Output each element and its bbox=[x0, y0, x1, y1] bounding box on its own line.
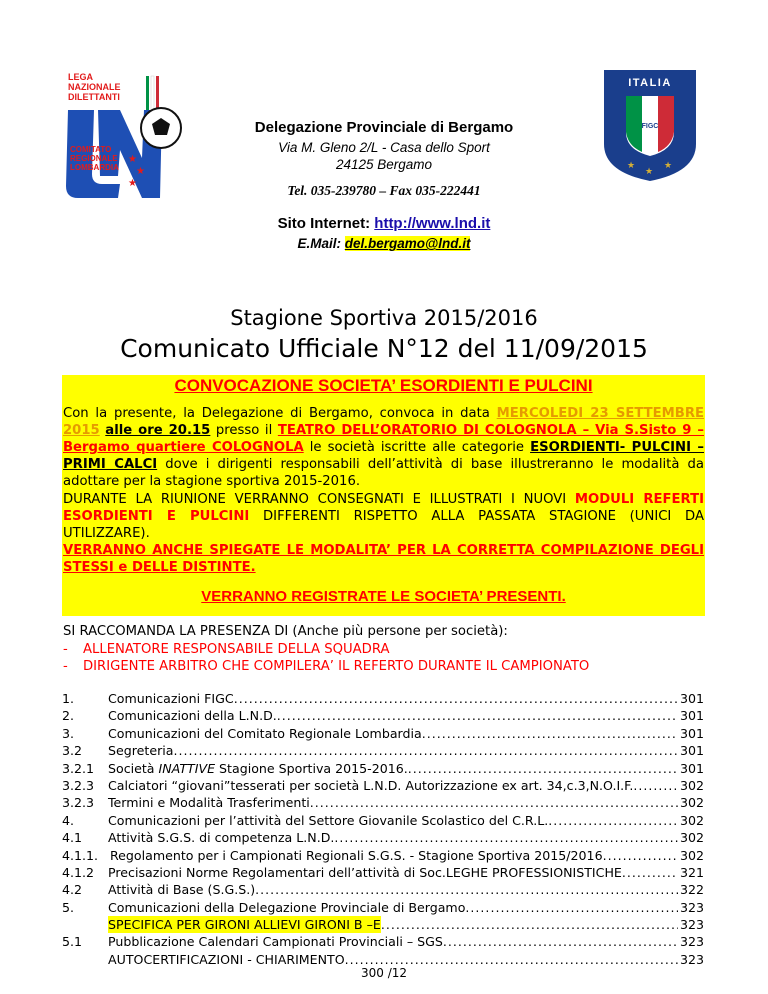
toc-num: 3.2 bbox=[62, 743, 83, 759]
site-label: Sito Internet: bbox=[277, 215, 375, 232]
table-of-contents bbox=[62, 690, 704, 968]
p1-categories: ESORDIENTI- PULCINI – PRIMI CALCI bbox=[63, 440, 705, 472]
toc-page: 321 bbox=[679, 864, 704, 880]
email-link[interactable]: del.bergamo@lnd.it bbox=[344, 236, 471, 251]
toc-num: 3.2.1 bbox=[62, 760, 95, 776]
notice-paragraph-1 bbox=[63, 405, 704, 490]
toc-num: 4.1.1. bbox=[62, 847, 99, 863]
toc-num: 3.2.3 bbox=[62, 795, 95, 811]
toc-text: AUTOCERTIFICAZIONI - CHIARIMENTO bbox=[108, 951, 345, 967]
toc-text: Regolamento per i Campionati Regionali S.G.S. - Stagione Sportiva 2015/2016 bbox=[110, 847, 603, 863]
toc-num: 4. bbox=[62, 812, 75, 828]
phone-fax: Tel. 035-239780 – Fax 035-222441 bbox=[287, 183, 481, 198]
svg-text:★: ★ bbox=[645, 167, 654, 177]
figc-logo-text: FIGC bbox=[641, 123, 659, 130]
toc-row[interactable] bbox=[62, 707, 704, 724]
toc-num: 3.2.3 bbox=[62, 777, 95, 793]
toc-row[interactable] bbox=[62, 794, 704, 811]
notice-paragraph-2 bbox=[63, 491, 704, 576]
comunicato-title: Comunicato Ufficiale N°12 del 11/09/2015 bbox=[120, 334, 648, 363]
toc-text: Comunicazioni della L.N.D. bbox=[108, 708, 277, 724]
registration-notice: VERRANNO REGISTRATE LE SOCIETA’ PRESENTI. bbox=[201, 588, 566, 605]
toc-row[interactable] bbox=[62, 725, 704, 742]
toc-text: SPECIFICA PER GIRONI ALLIEVI GIRONI B –E bbox=[108, 917, 381, 933]
notice-heading: CONVOCAZIONE SOCIETA’ ESORDIENTI E PULCINI bbox=[174, 376, 593, 395]
toc-text: Attività S.G.S. di competenza L.N.D. bbox=[108, 830, 335, 846]
toc-text: Segreteria bbox=[108, 743, 174, 759]
toc-row[interactable] bbox=[62, 829, 704, 846]
season-title bbox=[60, 306, 708, 330]
svg-text:★: ★ bbox=[128, 154, 137, 165]
toc-num: 4.2 bbox=[62, 882, 83, 898]
toc-page: 302 bbox=[679, 795, 704, 811]
toc-page: 301 bbox=[679, 725, 704, 741]
org-name: Delegazione Provinciale di Bergamo bbox=[254, 119, 514, 136]
p1-time: alle ore 20.15 bbox=[105, 423, 211, 438]
toc-page: 302 bbox=[679, 830, 704, 846]
toc-row[interactable] bbox=[62, 690, 704, 707]
lnd-logo-text-1: LEGA bbox=[68, 72, 94, 82]
toc-num: 5.1 bbox=[62, 934, 83, 950]
p1-text-e: dove i dirigenti responsabili dell’attività di base illustreranno le modalità da adottare per la stagione sportiva 2015-2016. bbox=[63, 457, 704, 489]
figc-logo-title: ITALIA bbox=[628, 77, 672, 89]
p1-text-d: le società iscritte alle categorie bbox=[303, 440, 531, 455]
toc-text: Pubblicazione Calendari Campionati Provinciali – SGS bbox=[108, 934, 443, 950]
page-number: 300 /12 bbox=[360, 966, 408, 980]
toc-row[interactable] bbox=[62, 933, 704, 950]
toc-text: Comunicazioni del Comitato Regionale Lombardia bbox=[108, 725, 422, 741]
toc-row[interactable] bbox=[62, 760, 704, 777]
svg-text:★: ★ bbox=[136, 166, 145, 177]
toc-page: 301 bbox=[679, 708, 704, 724]
toc-text: Attività di Base (S.G.S.) bbox=[108, 882, 256, 898]
lnd-logo-text-7: LOMBARDIA bbox=[70, 163, 119, 172]
toc-num: 3. bbox=[62, 725, 75, 741]
toc-num bbox=[62, 916, 108, 933]
lnd-logo-text-3: DILETTANTI bbox=[68, 92, 120, 102]
toc-page: 323 bbox=[679, 951, 704, 967]
toc-num: 5. bbox=[62, 899, 75, 915]
toc-row[interactable] bbox=[62, 881, 704, 898]
toc-row[interactable] bbox=[62, 847, 704, 864]
p2-modalita: VERRANNO ANCHE SPIEGATE LE MODALITA’ PER LA CORRETTA COMPILAZIONE DEGLI STESSI e DELLE DISTINTE. bbox=[63, 543, 704, 575]
toc-page: 301 bbox=[679, 691, 704, 706]
toc-row[interactable] bbox=[62, 777, 704, 794]
toc-page: 302 bbox=[679, 777, 704, 793]
p2-text-a: DURANTE LA RIUNIONE VERRANNO CONSEGNATI E ILLUSTRATI I NUOVI bbox=[63, 492, 575, 507]
toc-page: 322 bbox=[679, 882, 704, 898]
toc-page: 323 bbox=[679, 934, 704, 950]
toc-row[interactable] bbox=[62, 742, 704, 759]
p1-text-c: presso il bbox=[210, 423, 278, 438]
toc-page: 301 bbox=[679, 760, 704, 776]
toc-row[interactable] bbox=[62, 812, 704, 829]
site-link[interactable]: http://www.lnd.it bbox=[374, 215, 491, 232]
email-line bbox=[200, 236, 568, 251]
toc-page: 323 bbox=[679, 917, 704, 933]
toc-num: 4.1.2 bbox=[62, 864, 95, 880]
toc-text: Calciatori “giovani”tesserati per società L.N.D. Autorizzazione ex art. 34,c.3,N.O.I.F. bbox=[108, 777, 634, 793]
toc-text: Comunicazioni della Delegazione Provinciale di Bergamo bbox=[108, 899, 466, 915]
p1-text-a: Con la presente, la Delegazione di Bergamo, convoca in data bbox=[63, 406, 497, 421]
toc-num: 1. bbox=[62, 691, 75, 706]
svg-text:★: ★ bbox=[664, 161, 673, 171]
toc-text: Società INATTIVE Stagione Sportiva 2015-2016. bbox=[108, 760, 408, 776]
list-item: - ALLENATORE RESPONSABILE DELLA SQUADRA bbox=[63, 642, 390, 657]
toc-text: Termini e Modalità Trasferimenti bbox=[108, 795, 310, 811]
figc-logo bbox=[600, 68, 700, 183]
toc-row[interactable] bbox=[62, 916, 704, 933]
p2-text-b: DIFFERENTI RISPETTO ALLA PASSATA STAGIONE (UNICI DA UTILIZZARE). bbox=[63, 509, 704, 541]
address-line-2: 24125 Bergamo bbox=[335, 157, 433, 172]
toc-text: Precisazioni Norme Regolamentari dell’attività di Soc.LEGHE PROFESSIONISTICHE bbox=[108, 864, 622, 880]
p1-place: TEATRO DELL’ORATORIO DI COLOGNOLA – Via S.Sisto 9 – Bergamo quartiere COLOGNOLA bbox=[63, 423, 704, 455]
lnd-logo-text-5: COMITATO bbox=[70, 145, 112, 154]
list-item: - DIRIGENTE ARBITRO CHE COMPILERA’ IL REFERTO DURANTE IL CAMPIONATO bbox=[63, 659, 590, 674]
lnd-logo-text-2: NAZIONALE bbox=[68, 82, 121, 92]
toc-page: 302 bbox=[679, 847, 704, 863]
toc-num: 4.1 bbox=[62, 830, 83, 846]
recommend-intro: SI RACCOMANDA LA PRESENZA DI (Anche più persone per società): bbox=[63, 624, 508, 639]
recommend-item-2: DIRIGENTE ARBITRO CHE COMPILERA’ IL REFERTO DURANTE IL CAMPIONATO bbox=[83, 659, 590, 674]
svg-text:★: ★ bbox=[627, 161, 636, 171]
toc-page: 301 bbox=[679, 743, 704, 759]
toc-text: Comunicazioni per l’attività del Settore Giovanile Scolastico del C.R.L. bbox=[108, 812, 549, 828]
toc-row[interactable] bbox=[62, 899, 704, 916]
toc-page: 302 bbox=[679, 812, 704, 828]
recommend-item-1: ALLENATORE RESPONSABILE DELLA SQUADRA bbox=[83, 642, 390, 657]
site-line bbox=[200, 215, 568, 232]
toc-num: 2. bbox=[62, 708, 75, 724]
p1-date: MERCOLEDI 23 SETTEMBRE 2015 bbox=[63, 406, 704, 438]
address-line-1: Via M. Gleno 2/L - Casa dello Sport bbox=[278, 140, 490, 155]
toc-page: 323 bbox=[679, 899, 704, 915]
svg-text:★: ★ bbox=[128, 178, 137, 189]
toc-row[interactable] bbox=[62, 864, 704, 881]
lnd-logo-text-6: REGIONALE bbox=[70, 154, 118, 163]
email-label: E.Mail: bbox=[297, 236, 345, 251]
lnd-logo bbox=[58, 66, 196, 216]
toc-text: Comunicazioni FIGC bbox=[108, 691, 234, 706]
season-label: Stagione Sportiva bbox=[230, 306, 424, 330]
p2-moduli: MODULI REFERTI ESORDIENTI E PULCINI bbox=[63, 492, 704, 524]
season-value: 2015/2016 bbox=[423, 306, 538, 330]
recommend-list bbox=[63, 641, 589, 675]
